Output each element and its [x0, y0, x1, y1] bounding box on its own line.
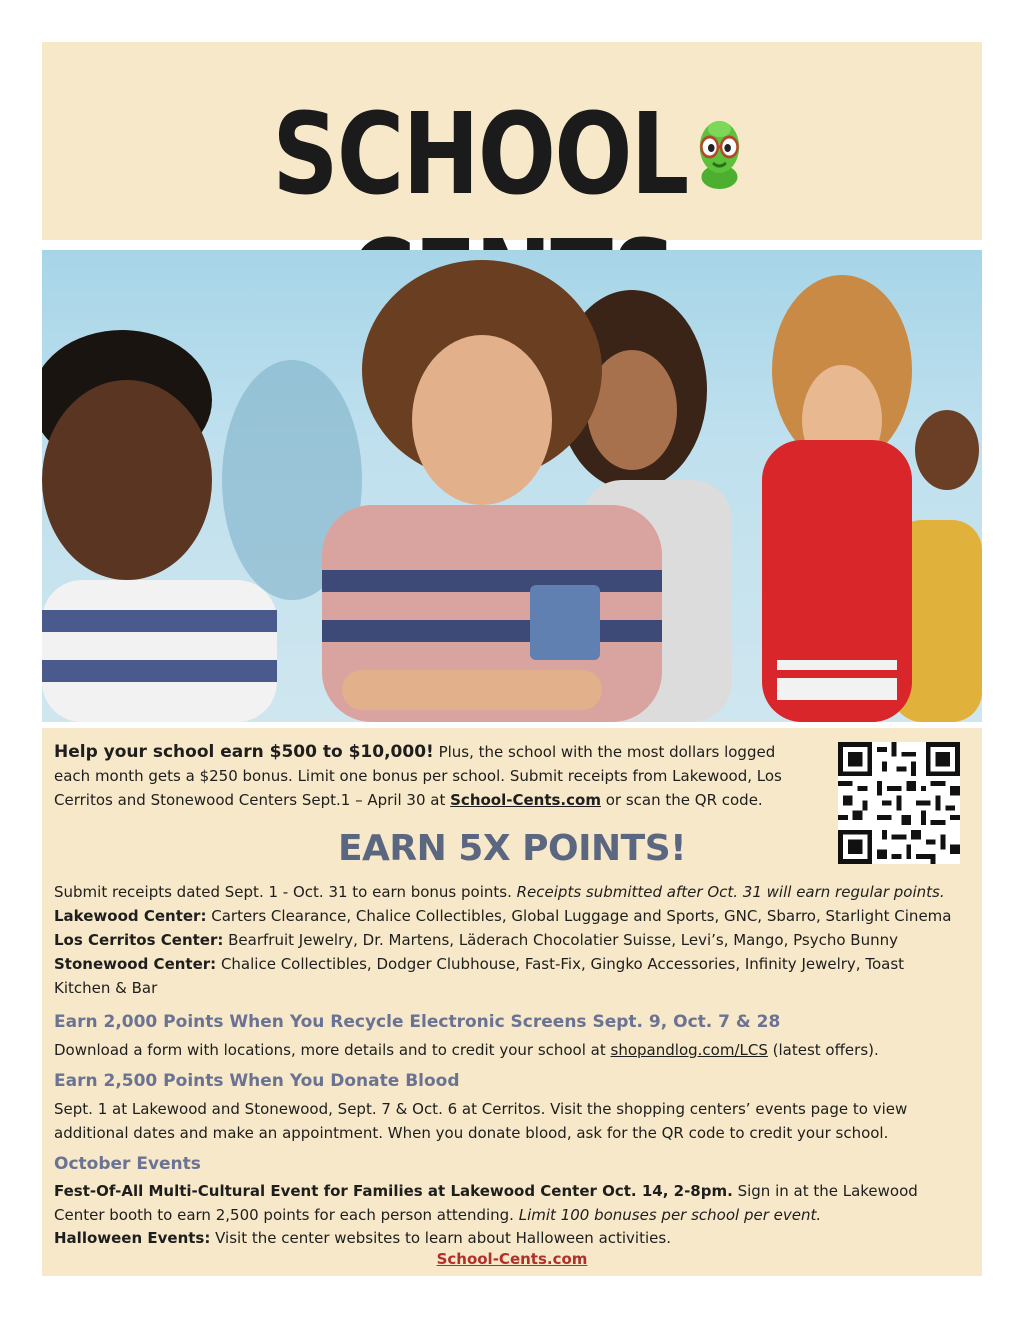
recycle-text-end: (latest offers). [767, 1041, 879, 1059]
earn-5x-intro-text: Submit receipts dated Sept. 1 - Oct. 31 to earn bonus points. [54, 883, 517, 901]
earn-5x-intro-italic: Receipts submitted after Oct. 31 will earn regular points. [516, 883, 945, 901]
fest-title: Fest-Of-All Multi-Cultural Event for Families at Lakewood Center Oct. 14, 2-8pm. [54, 1182, 733, 1200]
intro-lead: Help your school earn $500 to $10,000! [54, 742, 434, 762]
shopandlog-link[interactable]: shopandlog.com/LCS [610, 1041, 768, 1059]
center-stonewood [54, 952, 944, 1000]
blood-heading: Earn 2,500 Points When You Donate Blood [54, 1071, 460, 1091]
recycle-paragraph [54, 1038, 974, 1062]
earn-5x-heading: EARN 5X POINTS! [337, 828, 687, 869]
halloween-paragraph [54, 1226, 964, 1250]
footer-school-cents-link[interactable]: School-Cents.com [436, 1250, 588, 1268]
intro-text-end: or scan the QR code. [600, 791, 763, 809]
intro-paragraph [54, 740, 814, 812]
center-name: Los Cerritos Center: [54, 931, 224, 949]
logo-word-school: SCHOOL [272, 90, 688, 221]
center-stores: Carters Clearance, Chalice Collectibles, Global Luggage and Sports, GNC, Sbarro, Starlight Cinema [206, 907, 952, 925]
kids-photo-illustration [42, 250, 982, 722]
center-name: Stonewood Center: [54, 955, 217, 973]
recycle-text: Download a form with locations, more details and to credit your school at [54, 1041, 611, 1059]
fest-limit: Limit 100 bonuses per school per event. [518, 1206, 822, 1224]
october-heading: October Events [54, 1154, 201, 1174]
center-name: Lakewood Center: [54, 907, 207, 925]
recycle-heading: Earn 2,000 Points When You Recycle Electronic Screens Sept. 9, Oct. 7 & 28 [54, 1012, 781, 1032]
header-banner [42, 42, 982, 240]
center-stores: Bearfruit Jewelry, Dr. Martens, Läderach Chocolatier Suisse, Levi’s, Mango, Psycho Bunny [223, 931, 898, 949]
halloween-text: Visit the center websites to learn about Halloween activities. [210, 1229, 671, 1247]
center-los-cerritos [54, 928, 974, 952]
bookworm-mascot-icon [691, 115, 748, 195]
blood-paragraph: Sept. 1 at Lakewood and Stonewood, Sept. 7 & Oct. 6 at Cerritos. Visit the shopping centers’ events page to view additional dates and make an appointment. When you donate blood, ask for the QR code to credit your school. [54, 1100, 908, 1142]
fest-text: Sign in at the Lakewood Center booth to earn 2,500 points for each person attending. [54, 1182, 918, 1224]
fest-paragraph [54, 1179, 964, 1227]
halloween-title: Halloween Events: [54, 1229, 211, 1247]
school-cents-link[interactable]: School-Cents.com [450, 791, 601, 809]
kids-photo [42, 250, 982, 722]
center-lakewood [54, 904, 974, 928]
center-stores: Chalice Collectibles, Dodger Clubhouse, Fast-Fix, Gingko Accessories, Infinity Jewelry, Toast Kitchen & Bar [54, 955, 905, 997]
earn-5x-intro [54, 880, 974, 904]
intro-text: Plus, the school with the most dollars logged each month gets a $250 bonus. Limit one bonus per school. Submit receipts from Lakewood, Los Cerritos and Stonewood Centers Sept.1 – April 30 at [54, 743, 782, 809]
content-panel [42, 728, 982, 1276]
